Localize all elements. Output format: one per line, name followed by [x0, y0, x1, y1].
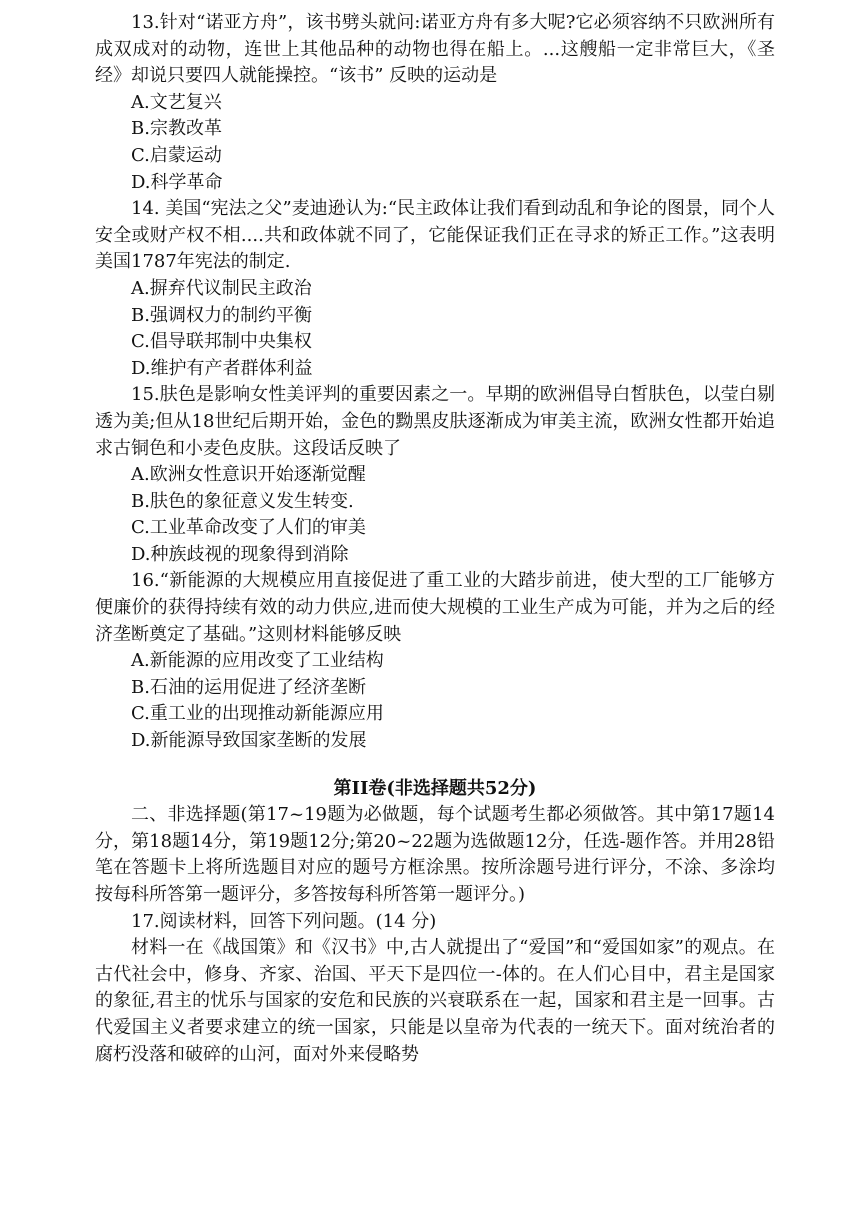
question-16-option-b: B.石油的运用促进了经济垄断 — [131, 676, 366, 698]
section-instructions: 二、非选择题(第17~19题为必做题，每个试题考生都必须做答。其中第17题14分，第18题14分，第19题12分;第20~22题为选做题12分，任选-题作答。并用28铅笔在答题卡上将所选题目对应的题号方框涂黑。按所涂题号进行评分，不涂、多涂均按每科所答第一题评分，多答按每科所答第一题评分。) — [95, 804, 775, 905]
question-16-stem: 16.“新能源的大规模应用直接促进了重工业的大踏步前进，使大型的工厂能够方便廉价的获得持续有效的动力供应,进而使大规模的工业生产成为可能，并为之后的经济垄断奠定了基础。”这则材料能够反映 — [95, 570, 775, 645]
question-14-option-c: C.倡导联邦制中央集权 — [131, 331, 312, 353]
question-17-material: 材料一在《战国策》和《汉书》中,古人就提出了“爱国”和“爱国如家”的观点。在古代社会中，修身、齐家、治国、平天下是四位一-体的。在人们心目中，君主是国家的象征,君主的忧乐与国家的安危和民族的兴衰联系在一起，国家和君主是一回事。古代爱国主义者要求建立的统一国家，只能是以皇帝为代表的一统天下。面对统治者的腐朽没落和破碎的山河，面对外来侵略势 — [95, 937, 775, 1065]
question-13-option-a: A.文艺复兴 — [131, 91, 222, 113]
question-15-option-b: B.肤色的象征意义发生转变. — [131, 490, 354, 512]
question-13 — [95, 10, 775, 196]
question-15-option-a: A.欧洲女性意识开始逐渐觉醒 — [131, 464, 366, 486]
question-16-option-a: A.新能源的应用改变了工业结构 — [131, 650, 384, 672]
question-15-option-d: D.种族歧视的现象得到消除 — [131, 543, 349, 565]
section-title: 第II卷(非选择题共52分) — [333, 777, 537, 799]
question-13-option-d: D.科学革命 — [131, 171, 223, 193]
question-14-stem: 14. 美国“宪法之父”麦迪逊认为:“民主政体让我们看到动乱和争论的图景，同个人安全或财产权不相....共和政体就不同了，它能保证我们正在寻求的矫正工作。”这表明美国1787年宪法的制定. — [95, 198, 776, 273]
question-15-option-c: C.工业革命改变了人们的审美 — [131, 517, 366, 539]
question-13-option-b: B.宗教改革 — [131, 118, 222, 140]
question-17-title: 17.阅读材料，回答下列问题。(14 分) — [131, 910, 437, 932]
question-16 — [95, 568, 775, 754]
question-16-option-d: D.新能源导致国家垄断的发展 — [131, 730, 367, 752]
question-13-stem: 13.针对“诺亚方舟”，该书劈头就问:诺亚方舟有多大呢?它必须容纳不只欧洲所有成双成对的动物，连世上其他品种的动物也得在船上。...这艘船一定非常巨大，《圣经》却说只要四人就能操控。“该书” 反映的运动是 — [95, 12, 775, 87]
question-14-option-a: A.摒弃代议制民主政治 — [131, 277, 312, 299]
question-14 — [95, 196, 775, 382]
question-14-option-d: D.维护有产者群体利益 — [131, 357, 313, 379]
question-14-option-b: B.强调权力的制约平衡 — [131, 304, 312, 326]
question-15-stem: 15.肤色是影响女性美评判的重要因素之一。早期的欧洲倡导白皙肤色，以莹白剔透为美;但从18世纪后期开始，金色的黝黑皮肤逐渐成为审美主流，欧洲女性都开始追求古铜色和小麦色皮肤。这段话反映了 — [95, 384, 775, 459]
question-15 — [95, 382, 775, 568]
question-13-option-c: C.启蒙运动 — [131, 144, 222, 166]
question-16-option-c: C.重工业的出现推动新能源应用 — [131, 703, 384, 725]
